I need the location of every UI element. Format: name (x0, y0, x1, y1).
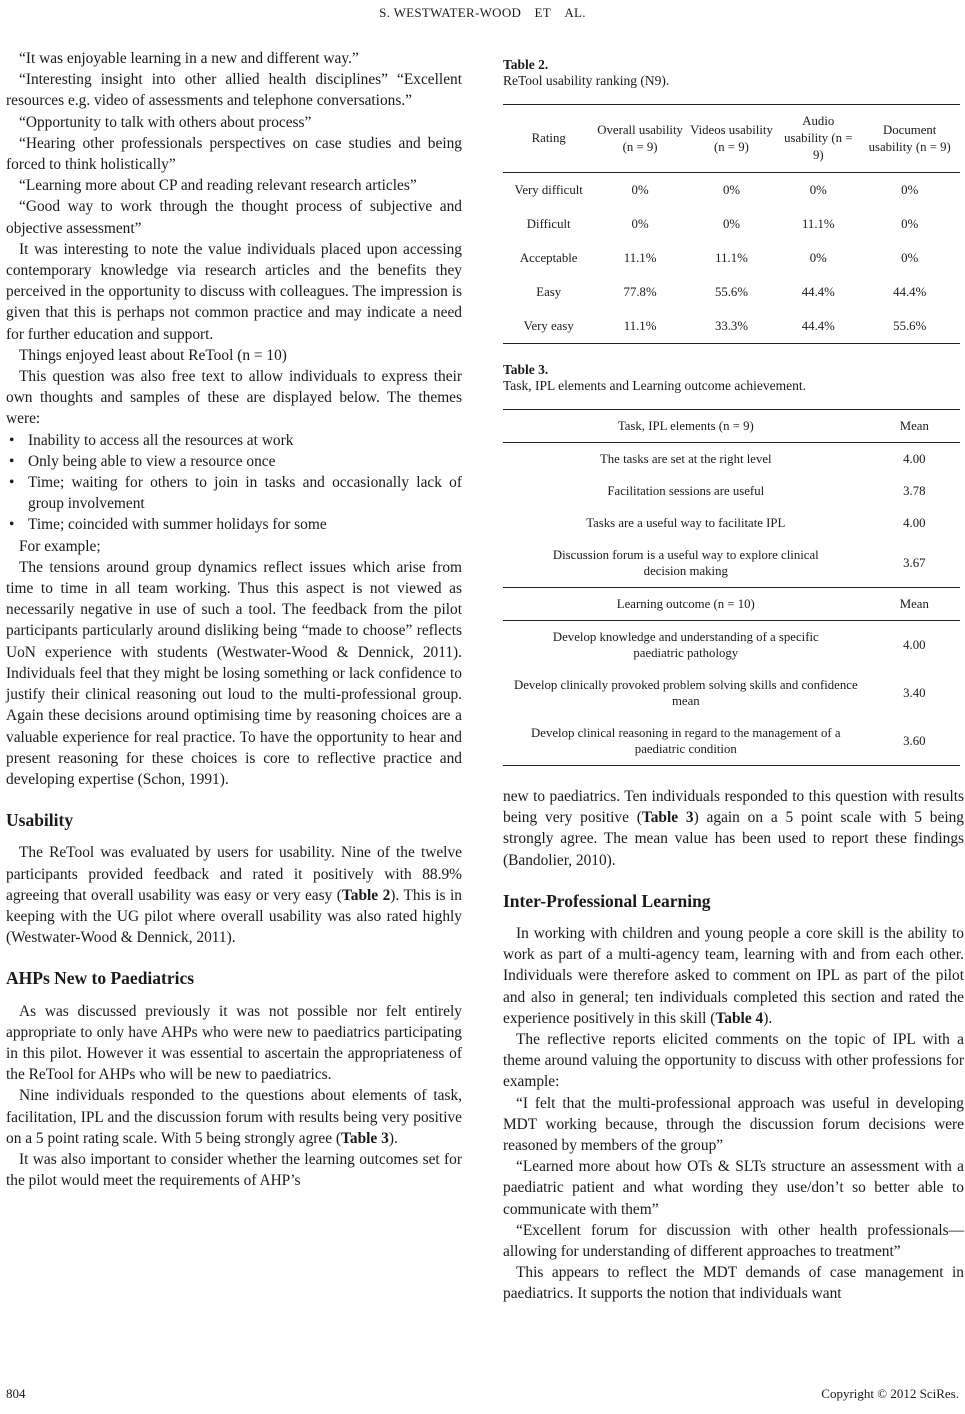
table-2-caption: ReTool usability ranking (N9). (503, 73, 670, 88)
list-item: • Time; waiting for others to join in tasks and occasionally lack of group involvement (6, 472, 462, 514)
quote-mdt: “I felt that the multi-professional approach was useful in developing MDT working because, through the discussion forum decisions were reasoned by members of the group” (503, 1094, 964, 1155)
heading-ipl: Inter-Professional Learning (503, 890, 711, 911)
table-ref: Table 3 (341, 1129, 389, 1147)
left-column (6, 48, 462, 1191)
table-header: Mean (869, 588, 960, 621)
table-row: Acceptable 11.1% 11.1% 0% 0% (519, 250, 919, 265)
table-2-block (503, 57, 960, 344)
table-ref: Table 2 (341, 886, 391, 904)
quote-perspectives: “Hearing other professionals perspectives on case studies and being forced to think holistically” (6, 134, 462, 174)
quote-excellent-forum: “Excellent forum for discussion with other health professionals—allowing for understanding of different approaches to treatment” (503, 1221, 964, 1261)
table-2 (503, 104, 960, 344)
table-row: Facilitation sessions are useful 3.78 (607, 484, 926, 498)
quote-enjoyable: “It was enjoyable learning in a new and different way.” (19, 50, 359, 67)
table-ref: Table 3 (641, 809, 694, 827)
table-row: Difficult 0% 0% 11.1% 0% (526, 216, 919, 231)
list-item: • Inability to access all the resources at work (6, 430, 462, 451)
table-row: Discussion forum is a useful way to explore clinical decision making 3.67 (552, 548, 926, 578)
paragraph-new-to-paediatrics: new to paediatrics. Ten individuals responded to this question with results being very positive (Table 3) again on a 5 point scale with 5 being strongly agree. The mean value has been used to report these findings (Bandolier, 2010). (503, 788, 964, 869)
table-3-block (503, 362, 960, 766)
table-header: Task, IPL elements (n = 9) (503, 410, 869, 443)
table-row: Develop clinical reasoning in regard to the management of a paediatric condition 3.60 (503, 717, 960, 766)
paragraph-value: It was interesting to note the value individuals placed upon accessing contemporary knowledge via research articles and the benefits they perceived in the opportunity to discuss with colleagues. The impression is given that this is perhaps not common practice and may indicate a need for further education and support. (6, 240, 462, 343)
list-item: • Time; coincided with summer holidays for some (6, 514, 462, 535)
table-header: Mean (869, 410, 960, 443)
table-row: Develop clinically provoked problem solving skills and confidence mean 3.40 (513, 678, 926, 708)
table-header: Rating (503, 105, 594, 173)
copyright: Copyright © 2012 SciRes. (821, 1386, 959, 1401)
table-row: Easy 77.8% 55.6% 44.4% 44.4% (536, 284, 927, 299)
quote-insight: “Interesting insight into other allied health disciplines” “Excellent resources e.g. video of assessments and telephone conversations.” (6, 71, 462, 110)
paragraph-ipl-2: The reflective reports elicited comments on the topic of IPL with a theme around valuing the opportunity to discuss with other professions for example: (503, 1031, 964, 1091)
heading-usability: Usability (6, 810, 74, 831)
paragraph-enjoyed-least: Things enjoyed least about ReTool (n = 10) (19, 346, 287, 364)
heading-ahps: AHPs New to Paediatrics (6, 968, 195, 989)
paragraph-free-text: This question was also free text to allow individuals to express their own thoughts and samples of these are displayed below. The themes were: (6, 368, 462, 428)
quote-learning-cp: “Learning more about CP and reading relevant research articles” (19, 177, 417, 195)
table-3 (503, 409, 960, 766)
table-header: Learning outcome (n = 10) (503, 588, 869, 621)
table-row: Very easy 11.1% 33.3% 44.4% 55.6% (503, 309, 960, 344)
table-header: Videos usability (n = 9) (686, 105, 777, 173)
quote-thought-process: “Good way to work through the thought process of subjective and objective assessment” (6, 198, 462, 237)
paragraph-tensions: The tensions around group dynamics reflect issues which arise from time to time in all team working. Thus this aspect is not viewed as necessarily negative in use of such a tool. The feedback from the pilot participants particularly around disliking being “made to choose” reflects UoN experience with students (Westwater-Wood & Dennick, 2011). Individuals feel that they might be losing something or lack confidence to justify their clinical reasoning out loud to the multi-professional group. Again these decisions around optimising time by reasoning choices are a valuable experience for real practice. To have the opportunity to hear and present reasoning for these choices is core to reflective practice and developing expertise (Schon, 1991). (6, 558, 462, 788)
paragraph-ahps-2: Nine individuals responded to the questions about elements of task, facilitation, IPL and the discussion forum with results being very positive on a 5 point rating scale. With 5 being strongly agree (Table 3). (6, 1087, 462, 1147)
themes-list (6, 430, 462, 536)
paragraph-mdt-demands: This appears to reflect the MDT demands of case management in paediatrics. It supports the notion that individuals want (503, 1264, 964, 1303)
paragraph-ahps-1: As was discussed previously it was not possible nor felt entirely appropriate to only have AHPs who were new to paediatrics participating in this pilot. However it was essential to ascertain the appropriateness of the ReTool for AHPs who will be new to paediatrics. (6, 1002, 462, 1084)
table-header: Document usability (n = 9) (859, 105, 960, 173)
table-header: Overall usability (n = 9) (594, 105, 685, 173)
table-row: Develop knowledge and understanding of a specific paediatric pathology 4.00 (552, 630, 926, 660)
running-header: S. WESTWATER-WOOD ET AL. (379, 5, 586, 20)
list-item: • Only being able to view a resource once (6, 451, 462, 472)
quote-opportunity: “Opportunity to talk with others about process” (19, 113, 312, 131)
table-2-title: Table 2. (503, 57, 549, 72)
table-row: Very difficult 0% 0% 0% 0% (514, 182, 919, 197)
paragraph-usability: The ReTool was evaluated by users for usability. Nine of the twelve participants provided feedback and rated it positively with 88.9% agreeing that overall usability was easy or very easy (Table 2). This is in keeping with the UG pilot where overall usability was also rated highly (Westwater-Wood & Dennick, 2011). (6, 844, 462, 947)
right-column-text (503, 786, 964, 1305)
paragraph-for-example: For example; (19, 537, 101, 555)
table-3-title: Table 3. (503, 362, 549, 377)
table-row: The tasks are set at the right level 4.00 (599, 452, 926, 466)
table-row: Tasks are a useful way to facilitate IPL 4.00 (586, 516, 926, 530)
paragraph-ahps-3: It was also important to consider whether the learning outcomes set for the pilot would meet the requirements of AHP’s (6, 1150, 462, 1190)
paragraph-ipl-1: In working with children and young people a core skill is the ability to work as part of a multi-agency team, learning with and from each other. Individuals were therefore asked to comment on IPL as part of the pilot and also in general; ten individuals completed this section and rated the experience positively in this skill (Table 4). (503, 925, 964, 1027)
table-header: Audio usability (n = 9) (777, 105, 859, 173)
table-ref: Table 4 (715, 1009, 764, 1027)
table-3-caption: Task, IPL elements and Learning outcome achievement. (503, 378, 806, 393)
quote-ots-slts: “Learned more about how OTs & SLTs structure an assessment with a paediatric patient and what wording they use/don’t so better able to communicate with them” (503, 1158, 964, 1218)
page-number: 804 (6, 1386, 26, 1401)
